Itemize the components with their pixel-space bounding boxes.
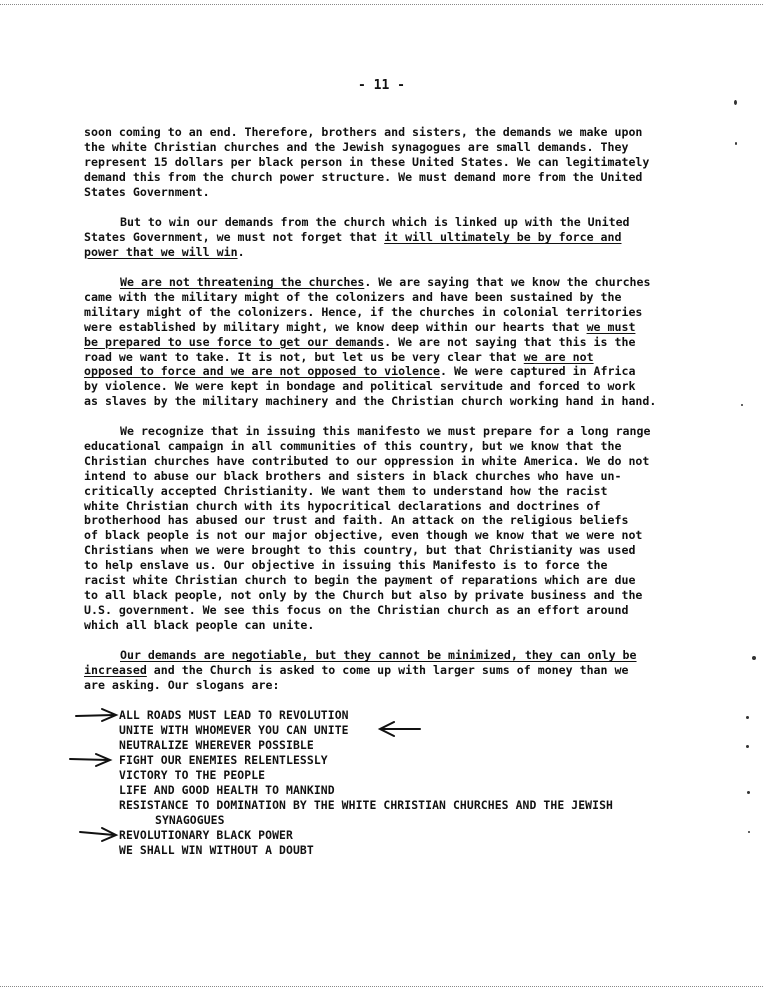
underlined-text: be prepared to use force to get our demands <box>84 334 385 349</box>
text-line: U.S. government. We see this focus on the Christian church as an effort around <box>84 602 629 617</box>
scan-speck <box>746 745 749 748</box>
scan-speck <box>747 791 750 794</box>
text-run: . <box>237 244 245 259</box>
text-line: educational campaign in all communities of this country, but we know that the <box>84 438 622 453</box>
paragraph-4 <box>84 424 700 633</box>
text-line <box>84 335 700 350</box>
text-line: intend to abuse our black brothers and sisters in black churches who have un- <box>84 468 622 483</box>
text-line <box>84 230 700 245</box>
text-line: But to win our demands from the church which is linked up with the United <box>120 215 630 229</box>
text-line: military might of the colonizers. Hence, if the churches in colonial territories <box>84 304 643 319</box>
right-arrow-icon <box>76 826 122 844</box>
underlined-text: we are not <box>523 349 594 364</box>
page-number: - 11 - <box>358 78 405 93</box>
text-run: and the Church is asked to come up with larger sums of money than we <box>146 662 629 677</box>
slogan-item: REVOLUTIONARY BLACK POWER <box>119 827 293 842</box>
paragraph-2 <box>84 215 700 260</box>
text-line: of black people is not our major objective, even though we know that we were not <box>84 528 643 543</box>
text-line <box>84 364 700 379</box>
text-line <box>84 663 700 678</box>
scan-speck <box>735 142 737 145</box>
scan-speck <box>752 656 756 660</box>
text-line <box>84 648 700 663</box>
slogan-list <box>119 708 613 858</box>
text-line: Christian churches have contributed to our oppression in white America. We do not <box>84 453 650 468</box>
right-arrow-icon <box>74 706 120 724</box>
slogan-item: UNITE WITH WHOMEVER YOU CAN UNITE <box>119 722 349 737</box>
text-line: to all black people, not only by the Church but also by private business and the <box>84 587 643 602</box>
scan-speck <box>741 404 743 406</box>
paragraph-3 <box>84 275 700 409</box>
text-run: . We are not saying that this is the <box>384 334 636 349</box>
scan-speck <box>734 100 737 105</box>
text-line: Christians when we were brought to this country, but that Christianity was used <box>84 543 636 558</box>
text-line: white Christian church with its hypocritical declarations and doctrines of <box>84 498 601 513</box>
text-line: States Government. <box>84 184 210 199</box>
text-line: racist white Christian church to begin the payment of reparations which are due <box>84 573 636 588</box>
scan-bottom-border <box>0 986 763 987</box>
underlined-text: we must <box>586 319 636 334</box>
paragraph-5 <box>84 648 700 693</box>
text-line <box>84 275 700 290</box>
text-line: are asking. Our slogans are: <box>84 677 280 692</box>
underlined-text: increased <box>84 662 147 677</box>
text-line: soon coming to an end. Therefore, brothers and sisters, the demands we make upon <box>84 125 643 139</box>
text-line: by violence. We were kept in bondage and political servitude and forced to work <box>84 379 636 394</box>
slogan-item: LIFE AND GOOD HEALTH TO MANKIND <box>119 782 335 797</box>
text-line: demand this from the church power structure. We must demand more from the United <box>84 169 643 184</box>
text-run: . We are saying that we know the churches <box>364 275 651 289</box>
slogan-item: SYNAGOGUES <box>155 812 225 827</box>
text-line: critically accepted Christianity. We want them to understand how the racist <box>84 483 608 498</box>
scan-top-border <box>0 4 763 5</box>
text-line <box>84 320 700 335</box>
scan-speck <box>748 831 750 833</box>
text-line <box>84 245 700 260</box>
text-run: road we want to take. It is not, but let us be very clear that <box>84 349 524 364</box>
underlined-text: it will ultimately be by force and <box>384 229 622 244</box>
text-line: to help enslave us. Our objective in issuing this Manifesto is to force the <box>84 558 608 573</box>
slogan-item: VICTORY TO THE PEOPLE <box>119 767 266 782</box>
text-line: as slaves by the military machinery and the Christian church working hand in hand. <box>84 394 657 409</box>
underlined-text: power that we will win <box>84 244 238 259</box>
text-line <box>84 350 700 365</box>
left-arrow-icon <box>376 720 422 738</box>
slogan-item: NEUTRALIZE WHEREVER POSSIBLE <box>119 737 314 752</box>
text-run: . We were captured in Africa <box>439 364 636 379</box>
paragraph-1 <box>84 125 700 200</box>
slogan-item: FIGHT OUR ENEMIES RELENTLESSLY <box>119 752 328 767</box>
text-line: We recognize that in issuing this manifesto we must prepare for a long range <box>120 424 651 438</box>
underlined-text: Our demands are negotiable, but they cannot be minimized, they can only be <box>120 648 637 662</box>
text-line: represent 15 dollars per black person in these United States. We can legitimately <box>84 154 650 169</box>
slogan-item: WE SHALL WIN WITHOUT A DOUBT <box>119 842 314 857</box>
text-line: the white Christian churches and the Jewish synagogues are small demands. They <box>84 139 629 154</box>
underlined-text: opposed to force and we are not opposed to violence <box>84 364 440 379</box>
text-line: brotherhood has abused our trust and faith. An attack on the religious beliefs <box>84 513 629 528</box>
text-run: were established by military might, we know deep within our hearts that <box>84 319 587 334</box>
slogan-item: ALL ROADS MUST LEAD TO REVOLUTION <box>119 708 349 722</box>
scan-speck <box>746 716 749 719</box>
right-arrow-icon <box>68 751 114 769</box>
text-run: States Government, we must not forget that <box>84 229 385 244</box>
slogan-item: RESISTANCE TO DOMINATION BY THE WHITE CHRISTIAN CHURCHES AND THE JEWISH <box>119 797 613 812</box>
text-line: came with the military might of the colonizers and have been sustained by the <box>84 289 622 304</box>
underlined-text: We are not threatening the churches <box>120 275 365 289</box>
text-line: which all black people can unite. <box>84 617 315 632</box>
